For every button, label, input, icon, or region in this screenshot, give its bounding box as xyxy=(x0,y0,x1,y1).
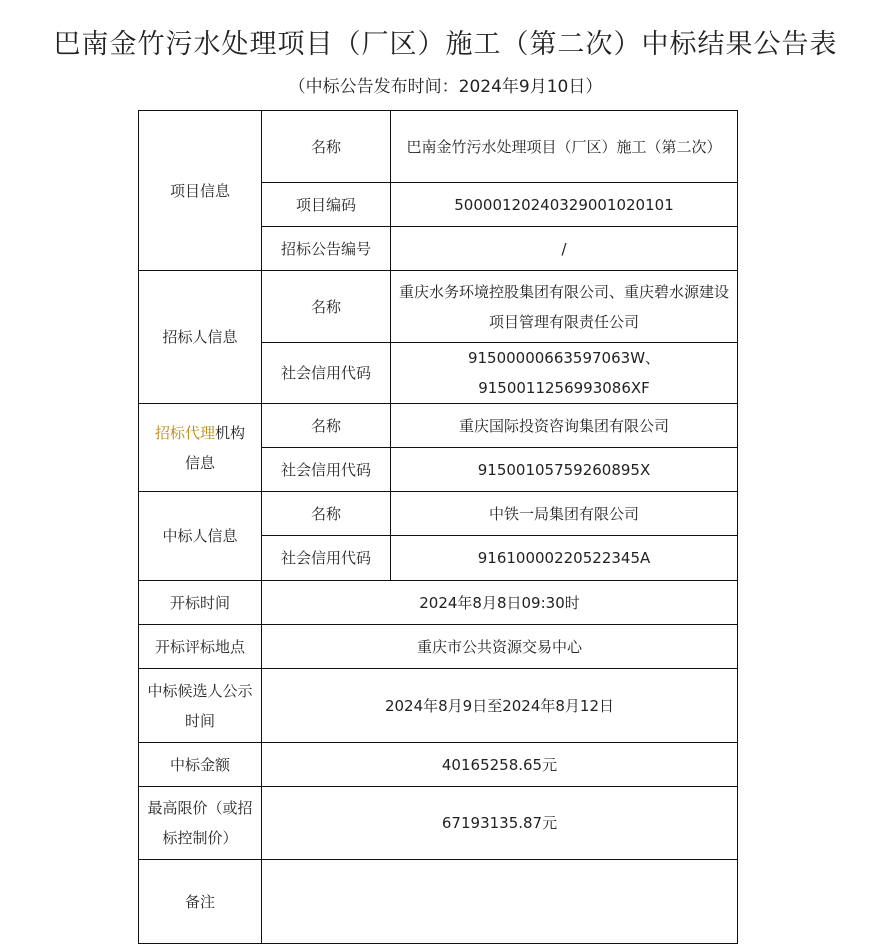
max-price-label: 最高限价（或招标控制价） xyxy=(139,787,262,860)
project-info-label: 项目信息 xyxy=(139,111,262,271)
publish-date: （中标公告发布时间：2024年9月10日） xyxy=(288,77,603,97)
tenderer-credit-label: 社会信用代码 xyxy=(262,343,391,404)
winner-name-label: 名称 xyxy=(262,492,391,536)
page-title: 巴南金竹污水处理项目（厂区）施工（第二次）中标结果公告表 xyxy=(53,29,838,60)
agent-label-part-b: 机构 xyxy=(215,423,246,442)
agent-label-part-c: 信息 xyxy=(184,453,215,472)
project-name: 巴南金竹污水处理项目（厂区）施工（第二次） xyxy=(391,111,738,183)
agent-credit: 91500105759260895X xyxy=(391,448,738,492)
result-table xyxy=(138,110,738,944)
open-time: 2024年8月8日09:30时 xyxy=(262,581,738,625)
tenderer-name-label: 名称 xyxy=(262,271,391,343)
winner-credit: 91610000220522345A xyxy=(391,536,738,581)
publicity-label: 中标候选人公示时间 xyxy=(139,669,262,743)
winner-credit-label: 社会信用代码 xyxy=(262,536,391,581)
agent-name-label: 名称 xyxy=(262,404,391,448)
max-price: 67193135.87元 xyxy=(262,787,738,860)
tenderer-credit: 91500000663597063W、9150011256993086XF xyxy=(391,343,738,404)
project-code-label: 项目编码 xyxy=(262,183,391,227)
notice-number-label: 招标公告编号 xyxy=(262,227,391,271)
project-code: 500001202403290010 20101 xyxy=(391,183,738,227)
notice-number: / xyxy=(391,227,738,271)
amount-label: 中标金额 xyxy=(139,743,262,787)
project-name-label: 名称 xyxy=(262,111,391,183)
tenderer-info-label: 招标人信息 xyxy=(139,271,262,404)
place: 重庆市公共资源交易中心 xyxy=(262,625,738,669)
agent-name: 重庆国际投资咨询集团有限公司 xyxy=(391,404,738,448)
remark xyxy=(262,860,738,944)
amount: 40165258.65元 xyxy=(262,743,738,787)
agent-label-part-a: 招标代理 xyxy=(154,423,215,442)
tenderer-name: 重庆水务环境控股集团有限公司、重庆碧水源建设项目管理有限责任公司 xyxy=(391,271,738,343)
winner-info-label: 中标人信息 xyxy=(139,492,262,581)
agent-credit-label: 社会信用代码 xyxy=(262,448,391,492)
publicity: 2024年8月9日至2024年8月12日 xyxy=(262,669,738,743)
open-time-label: 开标时间 xyxy=(139,581,262,625)
winner-name: 中铁一局集团有限公司 xyxy=(391,492,738,536)
remark-label: 备注 xyxy=(139,860,262,944)
agent-info-label xyxy=(139,404,262,492)
place-label: 开标评标地点 xyxy=(139,625,262,669)
